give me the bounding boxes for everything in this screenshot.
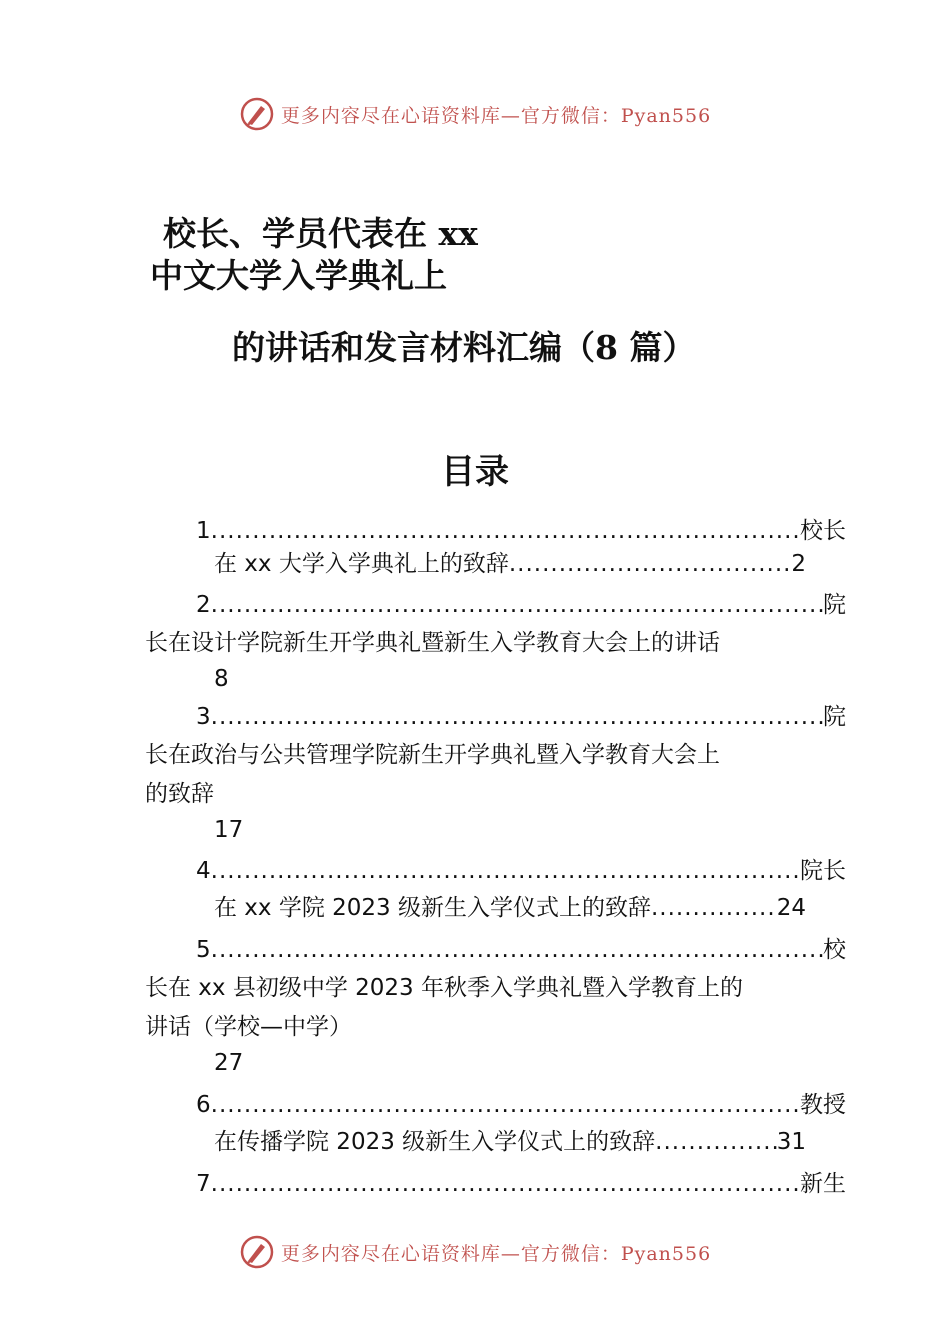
toc-entry-4-continuation[interactable]: [214, 893, 806, 923]
toc-entry-2-page: 8: [214, 666, 229, 692]
toc-entry-page: 2: [791, 551, 806, 577]
toc-entry-title-rest: 在传播学院 2023 级新生入学仪式上的致辞: [214, 1129, 656, 1155]
toc-leader-dots: [211, 1169, 800, 1199]
toc-leader-dots: [211, 935, 823, 965]
toc-entry-5-page: 27: [214, 1050, 244, 1076]
toc-entry-number: 3: [196, 704, 211, 730]
banner-text: 更多内容尽在心语资料库—官方微信：Pyan556: [280, 1242, 712, 1265]
toc-entry-page: 31: [776, 1129, 806, 1155]
toc-entry-title-rest: 在 xx 大学入学典礼上的致辞: [214, 551, 509, 577]
toc-entry-2-title-rest[interactable]: 长在设计学院新生开学典礼暨新生入学教育大会上的讲话: [145, 630, 720, 656]
document-title-line-3: 的讲话和发言材料汇编（8 篇）: [232, 328, 696, 367]
toc-leader-dots: [211, 590, 823, 620]
toc-entry-5[interactable]: [196, 935, 846, 965]
footer-banner: [0, 1230, 950, 1274]
toc-entry-6-continuation[interactable]: [214, 1127, 806, 1157]
toc-leader-dots: [211, 856, 800, 886]
banner-text: 更多内容尽在心语资料库—官方微信：Pyan556: [280, 104, 712, 127]
toc-leader-dots: [211, 702, 823, 732]
toc-entry-1[interactable]: [196, 516, 846, 546]
toc-entry-title-start: 院长: [800, 858, 846, 884]
toc-entry-number: 6: [196, 1092, 211, 1118]
toc-leader-dots: [211, 516, 800, 546]
toc-entry-3-page: 17: [214, 817, 244, 843]
header-banner: [0, 92, 950, 136]
document-title-line-2: 中文大学入学典礼上: [150, 256, 447, 295]
toc-leader-dots: [211, 1090, 800, 1120]
toc-entry-number: 4: [196, 858, 211, 884]
toc-leader-dots: [655, 1127, 777, 1157]
toc-entry-3-title-rest[interactable]: 长在政治与公共管理学院新生开学典礼暨入学教育大会上: [145, 742, 720, 768]
toc-heading: 目录: [441, 452, 509, 492]
toc-leader-dots: [509, 549, 792, 579]
toc-entry-5-title-end[interactable]: 讲话（学校—中学）: [145, 1014, 352, 1040]
document-title-line-1: 校长、学员代表在 xx: [163, 214, 478, 253]
pen-logo-icon: [239, 96, 275, 132]
toc-entry-3[interactable]: [196, 702, 846, 732]
toc-entry-title-start: 教授: [800, 1092, 846, 1118]
toc-entry-title-start: 新生: [800, 1171, 846, 1197]
toc-entry-3-title-end[interactable]: 的致辞: [145, 781, 214, 807]
toc-entry-title-start: 校长: [800, 518, 846, 544]
toc-entry-title-rest: 在 xx 学院 2023 级新生入学仪式上的致辞: [214, 895, 651, 921]
toc-entry-7[interactable]: [196, 1169, 846, 1199]
toc-entry-number: 5: [196, 937, 211, 963]
toc-entry-1-continuation[interactable]: [214, 549, 806, 579]
toc-entry-4[interactable]: [196, 856, 846, 886]
pen-logo-icon: [239, 1234, 275, 1270]
toc-leader-dots: [651, 893, 777, 923]
toc-entry-number: 7: [196, 1171, 211, 1197]
toc-entry-page: 24: [776, 895, 806, 921]
toc-entry-2[interactable]: [196, 590, 846, 620]
toc-entry-number: 1: [196, 518, 211, 544]
toc-entry-title-start: 院: [823, 704, 846, 730]
toc-entry-5-title-rest[interactable]: 长在 xx 县初级中学 2023 年秋季入学典礼暨入学教育上的: [145, 975, 743, 1001]
toc-entry-number: 2: [196, 592, 211, 618]
toc-entry-6[interactable]: [196, 1090, 846, 1120]
toc-entry-title-start: 校: [823, 937, 846, 963]
toc-entry-title-start: 院: [823, 592, 846, 618]
